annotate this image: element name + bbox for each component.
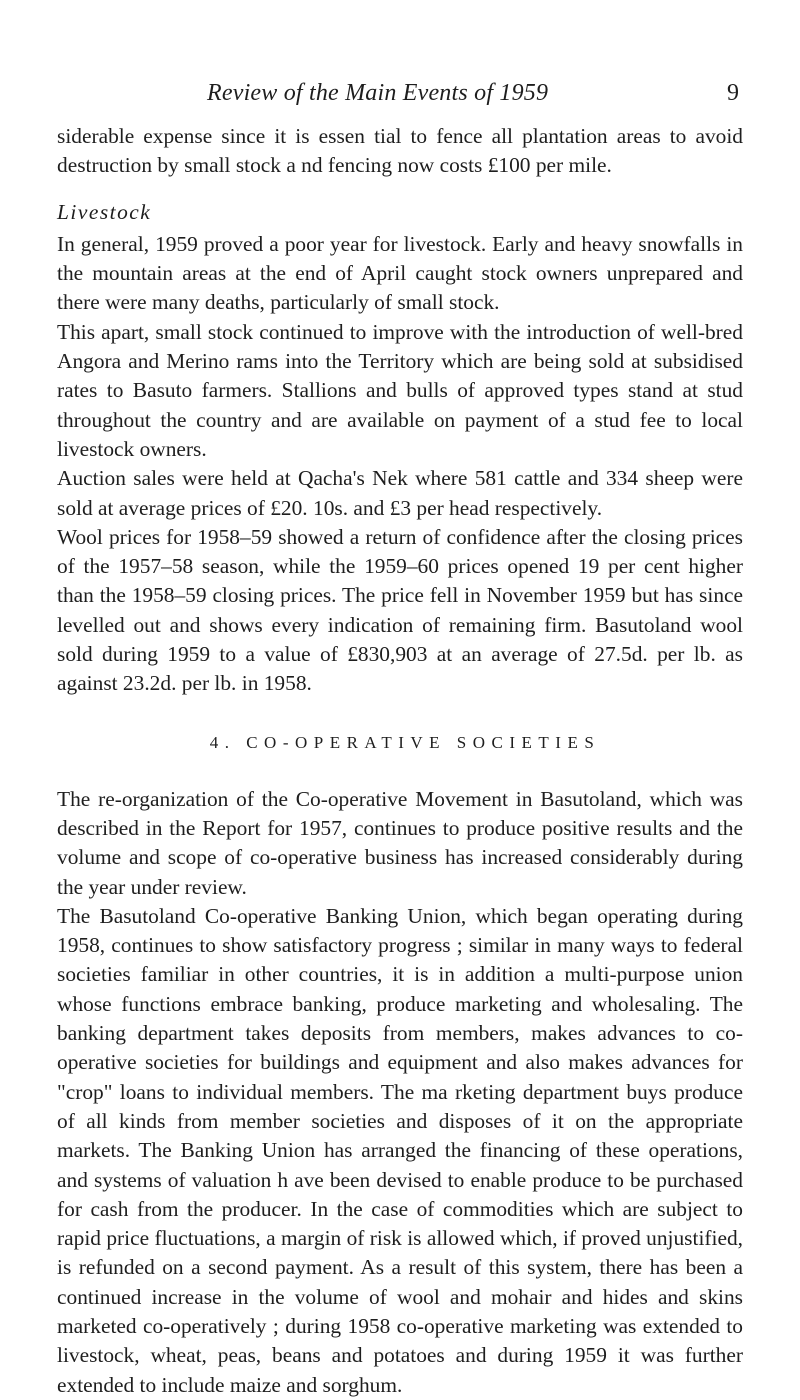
livestock-paragraph: Wool prices for 1958–59 showed a return of confidence after the closing prices of the 1957–58 season, while the 1959–60 prices opened 19 per cent higher than the 1958–59 closing prices. The price fell in November 1959 but has since levelled out and shows every indication of remaining firm. Basutoland wool sold during 1959 to a value of £830,903 at an average of 27.5d. per lb. as against 23.2d. per lb. in 1958. <box>57 524 743 696</box>
page-number: 9 <box>727 80 739 106</box>
section-heading: 4. CO-OPERATIVE SOCIETIES <box>209 732 601 752</box>
continuation-paragraph: siderable expense since it is essen tial to fence all plantation areas to avoid destruction by small stock a nd fencing now costs £100 per mile. <box>57 124 743 178</box>
cooperative-paragraph: The re-organization of the Co-operative Movement in Basutoland, which was described in the Report for 1957, continues to produce positive results and the volume and scope of co-operative business has increased considerably during the year under review. <box>57 786 743 899</box>
livestock-paragraph: This apart, small stock continued to improve with the introduction of well-bred Angora and Merino rams into the Territory which are being sold at subsidised rates to Basuto farmers. Stallions and bulls of approved types stand at stud throughout the country and are available on payment of a stud fee to local livestock owners. <box>57 319 743 461</box>
livestock-paragraph: In general, 1959 proved a poor year for livestock. Early and heavy snowfalls in the mountain areas at the end of April caught stock owners unprepared and there were many deaths, particularly of small stock. <box>57 231 743 315</box>
document-page <box>57 0 743 1400</box>
running-header <box>57 80 743 120</box>
livestock-heading: Livestock <box>57 199 152 224</box>
running-title: Review of the Main Events of 1959 <box>207 80 549 106</box>
livestock-paragraph: Auction sales were held at Qacha's Nek where 581 cattle and 334 sheep were sold at average prices of £20. 10s. and £3 per head respectively. <box>57 466 743 520</box>
cooperative-paragraph: The Basutoland Co-operative Banking Union, which began operating during 1958, continues to show satisfactory progress ; similar in many ways to federal societies familiar in other countries, it is in addition a multi-purpose union whose functions embrace banking, produce marketing and wholesaling. The banking department takes deposits from members, makes advances to co-operative societies for buildings and equipment and also makes advances for "crop" loans to individual members. The ma rketing department buys produce of all kinds from member societies and disposes of it on the appropriate markets. The Banking Union has arranged the financing of these operations, and systems of valuation h ave been devised to enable produce to be purchased for cash from the producer. In the case of commodities which are subject to rapid price fluctuations, a margin of risk is allowed which, if proved unjustified, is refunded on a second payment. As a result of this system, there has been a continued increase in the volume of wool and mohair and hides and skins marketed co-operatively ; during 1958 co-operative marketing was extended to livestock, wheat, peas, beans and potatoes and during 1959 it was further extended to include maize and sorghum. <box>57 903 743 1397</box>
